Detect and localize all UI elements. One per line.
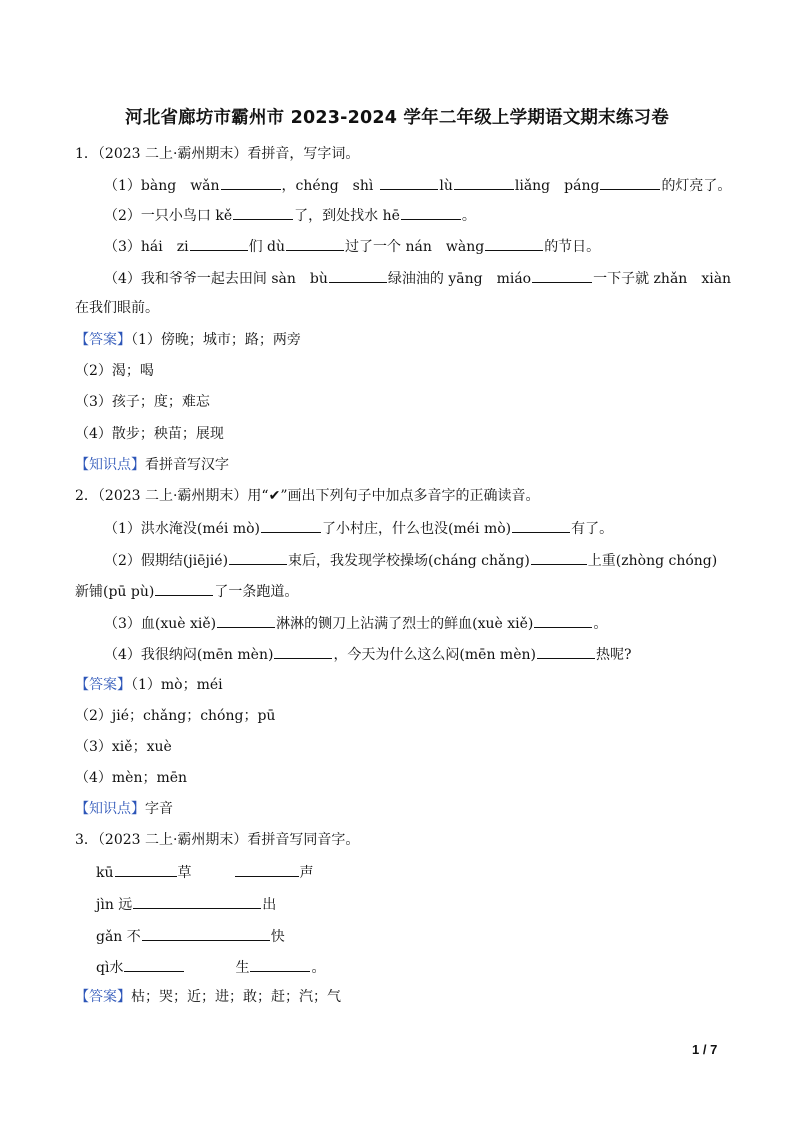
q1-answer-2: （2）渴；喝 bbox=[75, 363, 154, 379]
answer-blank[interactable] bbox=[401, 205, 461, 220]
answer-blank[interactable] bbox=[274, 644, 332, 659]
q1-knowledge-point bbox=[75, 455, 229, 475]
q2-item-2-continuation bbox=[75, 581, 298, 602]
q3-item-3-text-a: gǎn 不 bbox=[96, 929, 141, 945]
q2-item-2 bbox=[104, 550, 717, 571]
q2-item-2-text-e: 了一条跑道。 bbox=[214, 584, 299, 600]
q2-item-3-text-a: （3）血(xuè xiě) bbox=[104, 616, 217, 632]
question-2-stem: 2．（2023 二上·霸州期末）用“✔”画出下列句子中加点多音字的正确读音。 bbox=[75, 488, 540, 504]
q1-item-2-text-a: （2）一只小鸟口 kě bbox=[104, 208, 233, 224]
q3-answer: 枯；哭；近；进；敢；赶；汽；气 bbox=[131, 989, 341, 1005]
q1-item-4-text-a: （4）我和爷爷一起去田间 sàn bù bbox=[104, 271, 328, 287]
q1-item-1 bbox=[104, 175, 731, 196]
answer-tag: 【答案】 bbox=[75, 677, 131, 693]
q1-item-2-text-c: 。 bbox=[461, 208, 476, 224]
q2-item-2-text-d: 新铺(pū pù) bbox=[75, 584, 155, 600]
q2-item-2-text-c: 上重(zhòng chóng) bbox=[587, 553, 718, 569]
q2-item-4-text-c: 热呢? bbox=[595, 647, 632, 663]
answer-blank[interactable] bbox=[512, 518, 570, 533]
q1-item-4-text-b: 绿油油的 yāng miáo bbox=[387, 271, 532, 287]
answer-blank[interactable] bbox=[485, 236, 543, 251]
q2-item-2-text-b: 束后，我发现学校操场(cháng chǎng) bbox=[288, 553, 530, 569]
q1-item-4-text-c: 一下子就 zhǎn xiàn bbox=[593, 271, 732, 287]
q1-answer-line bbox=[75, 330, 301, 350]
q2-answer-line bbox=[75, 675, 223, 695]
q1-item-1-text-a: （1）bàng wǎn bbox=[104, 178, 220, 194]
answer-blank[interactable] bbox=[532, 268, 592, 283]
q2-answer-1: （1）mò；méi bbox=[131, 677, 223, 693]
answer-blank[interactable] bbox=[329, 268, 387, 283]
knowledge-tag: 【知识点】 bbox=[75, 801, 145, 817]
question-1-stem: 1．（2023 二上·霸州期末）看拼音，写字词。 bbox=[75, 146, 360, 162]
q3-item-1-text-a: kū bbox=[96, 865, 114, 881]
q2-item-4 bbox=[104, 644, 631, 665]
q2-answer-3: （3）xiě；xuè bbox=[75, 739, 172, 755]
q2-knowledge-point bbox=[75, 799, 173, 819]
q2-item-1-text-b: 了小村庄，什么也没(méi mò) bbox=[322, 521, 512, 537]
q3-item-2 bbox=[96, 894, 276, 915]
q1-item-3-text-d: 的节日。 bbox=[544, 239, 601, 255]
answer-blank[interactable] bbox=[229, 550, 287, 565]
q1-item-2-text-b: 了，到处找水 hē bbox=[294, 208, 400, 224]
q2-item-1-text-c: 有了。 bbox=[571, 521, 614, 537]
answer-blank[interactable] bbox=[286, 236, 344, 251]
q1-item-1-text-d: liǎng páng bbox=[514, 178, 600, 194]
q3-item-4-text-a: qì水 bbox=[96, 960, 124, 976]
answer-blank[interactable] bbox=[233, 205, 293, 220]
q2-answer-4: （4）mèn；mēn bbox=[75, 770, 188, 786]
answer-blank[interactable] bbox=[190, 236, 248, 251]
q1-item-1-text-e: 的灯亮了。 bbox=[661, 178, 732, 194]
q3-item-1 bbox=[96, 862, 314, 883]
q2-item-4-text-b: ，今天为什么这么闷(mēn mèn) bbox=[333, 647, 536, 663]
q1-item-2 bbox=[104, 205, 476, 226]
q1-item-3-text-b: 们 dù bbox=[248, 239, 286, 255]
knowledge-tag: 【知识点】 bbox=[75, 457, 145, 473]
q3-item-3 bbox=[96, 926, 285, 947]
q3-item-4 bbox=[96, 957, 325, 978]
q3-answer-line bbox=[75, 987, 341, 1007]
q3-item-1-text-c: 声 bbox=[299, 865, 314, 881]
answer-blank[interactable] bbox=[133, 894, 261, 909]
answer-tag: 【答案】 bbox=[75, 332, 131, 348]
answer-blank[interactable] bbox=[155, 581, 213, 596]
q3-item-2-text-a: jìn 远 bbox=[96, 897, 133, 913]
answer-blank[interactable] bbox=[235, 862, 299, 877]
answer-tag: 【答案】 bbox=[75, 989, 131, 1005]
q1-item-4-continuation: 在我们眼前。 bbox=[75, 300, 159, 316]
answer-blank[interactable] bbox=[380, 175, 438, 190]
question-3-stem: 3．（2023 二上·霸州期末）看拼音写同音字。 bbox=[75, 832, 360, 848]
q2-item-2-text-a: （2）假期结(jiējié) bbox=[104, 553, 229, 569]
q1-knowledge-text: 看拼音写汉字 bbox=[145, 457, 229, 473]
q1-item-1-text-c: lù bbox=[439, 178, 453, 194]
q1-answer-3: （3）孩子；度；难忘 bbox=[75, 394, 210, 410]
q2-item-3 bbox=[104, 613, 607, 634]
q3-item-1-text-b: 草 bbox=[177, 865, 192, 881]
q1-answer-4: （4）散步；秧苗；展现 bbox=[75, 426, 224, 442]
q2-item-1 bbox=[104, 518, 613, 539]
q1-item-3 bbox=[104, 236, 600, 257]
q2-item-1-text-a: （1）洪水淹没(méi mò) bbox=[104, 521, 261, 537]
document-title: 河北省廊坊市霸州市 2023-2024 学年二年级上学期语文期末练习卷 bbox=[125, 108, 669, 128]
q3-item-4-text-b: 生 bbox=[235, 960, 250, 976]
answer-blank[interactable] bbox=[261, 518, 321, 533]
answer-blank[interactable] bbox=[537, 644, 595, 659]
q3-item-2-text-b: 出 bbox=[262, 897, 277, 913]
q1-item-1-text-b: ，chéng shì bbox=[281, 178, 374, 194]
q1-item-3-text-a: （3）hái zi bbox=[104, 239, 189, 255]
answer-blank[interactable] bbox=[124, 957, 184, 972]
q2-answer-2: （2）jié；chǎng；chóng；pū bbox=[75, 708, 276, 724]
q2-knowledge-text: 字音 bbox=[145, 801, 173, 817]
q2-item-3-text-b: 淋淋的铡刀上沾满了烈士的鲜血(xuè xiě) bbox=[276, 616, 534, 632]
answer-blank[interactable] bbox=[115, 862, 177, 877]
answer-blank[interactable] bbox=[250, 957, 310, 972]
answer-blank[interactable] bbox=[221, 175, 281, 190]
answer-blank[interactable] bbox=[534, 613, 592, 628]
q1-item-4 bbox=[104, 268, 731, 289]
q3-item-3-text-b: 快 bbox=[270, 929, 285, 945]
q1-item-3-text-c: 过了一个 nán wàng bbox=[345, 239, 485, 255]
answer-blank[interactable] bbox=[454, 175, 514, 190]
answer-blank[interactable] bbox=[217, 613, 275, 628]
answer-blank[interactable] bbox=[142, 926, 270, 941]
q3-item-4-text-c: 。 bbox=[311, 960, 326, 976]
q2-item-3-text-c: 。 bbox=[593, 616, 608, 632]
answer-blank[interactable] bbox=[600, 175, 660, 190]
q1-answer-1: （1）傍晚；城市；路；两旁 bbox=[131, 332, 301, 348]
page-number: 1 / 7 bbox=[692, 1042, 718, 1057]
answer-blank[interactable] bbox=[531, 550, 587, 565]
q2-item-4-text-a: （4）我很纳闷(mēn mèn) bbox=[104, 647, 274, 663]
